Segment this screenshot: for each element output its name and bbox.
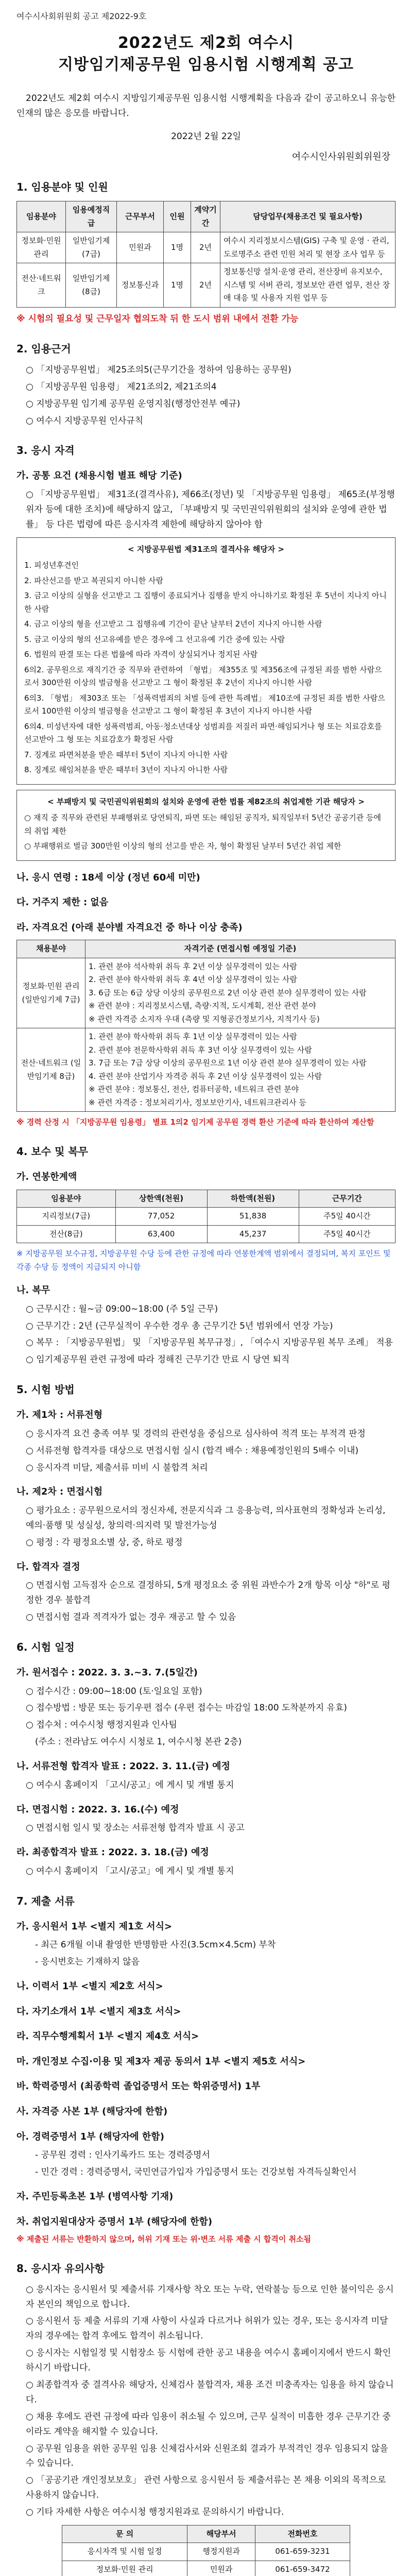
caution-item: ○ 최종합격자 중 결격사유 해당자, 신체검사 불합격자, 채용 조건 미충족자는 임용을 하지 않습니다.	[26, 2379, 394, 2405]
disqualification-box-title: < 지방공무원법 제31조의 결격사유 해당자 >	[128, 544, 284, 554]
salary-table	[16, 1190, 396, 1244]
cell-dept: 정보통신과	[117, 263, 164, 308]
col-field: 임용분야	[17, 201, 66, 232]
pass-decision-item: ○ 면접시험 고득점자 순으로 결정하되, 5개 평정요소 중 위원 과반수가 2개 항목 이상 "하"로 평정한 경우 불합격	[26, 1580, 390, 1606]
doc-item-title: 다. 자기소개서 1부 <별지 제3호 서식>	[16, 2006, 181, 2017]
section-1-note: ※ 시험의 필요성 및 근무일자 협의도착 뒤 한 도시 범위 내에서 전환 가능	[16, 313, 299, 324]
caution-item: ○ 기타 자세한 사항은 여수시청 행정지원과로 문의하시기 바랍니다.	[26, 2507, 284, 2518]
cell-contact-dept: 민원과	[187, 2561, 255, 2576]
stage-1-item: ○ 응시자격 미달, 제출서류 미비 시 불합격 처리	[26, 1462, 208, 1473]
criteria-line: 2. 관련 분야 전문학사학위 취득 후 3년 이상 실무경력이 있는 사람	[89, 1045, 312, 1055]
cell-contact-phone: 061-659-3472	[255, 2561, 350, 2576]
col-contact-phone: 전화번호	[255, 2525, 350, 2543]
disqualification-item: 8. 징계로 해임처분을 받은 때부터 3년이 지나지 아니한 사람	[24, 765, 228, 775]
intro-paragraph: 2022년도 제2회 여수시 지방임기제공무원 임용시험 시행계획을 다음과 같이 공고하오니 유능한 인재의 많은 응모를 바랍니다.	[16, 93, 396, 119]
document-result-date: 나. 서류전형 합격자 발표 : 2022. 3. 11.(금) 예정	[16, 1761, 230, 1772]
application-item: ○ 접수방법 : 방문 또는 등기우편 접수 (우편 접수는 마감일 18:00 도착분까지 유효)	[26, 1703, 347, 1714]
disqualification-item: 3. 금고 이상의 실형을 선고받고 그 집행이 종료되거나 집행을 받지 아니하기로 확정된 후 5년이 지나지 아니한 사람	[24, 591, 387, 614]
documents-note: ※ 제출된 서류는 반환하지 않으며, 허위 기재 또는 위·변조 서류 제출 시 합격이 취소됨	[16, 2234, 312, 2244]
stage-1-title: 가. 제1차 : 서류전형	[16, 1410, 103, 1421]
table-row	[62, 2561, 350, 2576]
cell-req-criteria	[85, 958, 396, 1028]
caution-item: ○ 응시자는 응시원서 및 제출서류 기재사항 착오 또는 누락, 연락불능 등으로 인한 불이익은 응시자 본인의 책임으로 합니다.	[26, 2284, 394, 2310]
section-4-title: 4. 보수 및 복무	[16, 1145, 89, 1158]
disqualification-item: 4. 금고 이상의 형을 선고받고 그 집행유예 기간이 끝난 날부터 2년이 지나지 아니한 사람	[24, 619, 322, 629]
service-title: 나. 복무	[16, 1285, 50, 1296]
cell-req-field: 정보화·민원 관리 (일반임기제 7급)	[17, 958, 85, 1028]
cell-term: 2년	[191, 232, 220, 263]
criteria-line: 1. 관련 분야 석사학위 취득 후 2년 이상 실무경력이 있는 사람	[89, 961, 297, 971]
doc-item-title: 바. 학력증명서 (최종학력 졸업증명서 또는 학위증명서) 1부	[16, 2081, 261, 2092]
criteria-line: ※ 관련 자격증 소지자 우대 (측량 및 지형공간정보기사, 지적기사 등)	[89, 1014, 320, 1024]
col-req-field: 채용분야	[17, 940, 85, 958]
col-contact-dept: 해당부서	[187, 2525, 255, 2543]
doc-item-title: 자. 주민등록초본 1부 (병역사항 기재)	[16, 2191, 174, 2202]
criteria-line: 1. 관련 분야 학사학위 취득 후 1년 이상 실무경력이 있는 사람	[89, 1032, 297, 1042]
criteria-line: ※ 관련 분야 : 정보통신, 전산, 컴퓨터공학, 네트워크 관련 분야	[89, 1084, 299, 1094]
announcement-date: 2022년 2월 22일	[171, 131, 241, 142]
service-item: ○ 임기제공무원 관련 규정에 따라 정해진 근무기간 만료 시 당연 퇴직	[26, 1354, 290, 1365]
salary-title: 가. 연봉한계액	[16, 1171, 77, 1182]
application-item: ○ 접수처 : 여수시청 행정지원과 인사팀	[26, 1720, 177, 1731]
application-item: (주소 : 전라남도 여수시 시청로 1, 여수시청 본관 2층)	[35, 1737, 242, 1748]
criteria-line: 2. 관련 분야 학사학위 취득 후 4년 이상 실무경력이 있는 사람	[89, 975, 297, 985]
salary-note: ※ 지방공무원 보수규정, 지방공무원 수당 등에 관한 규정에 따라 연봉한계액 범위에서 결정되며, 복지 포인트 및 각종 수당 등 정액이 지급되지 아니함	[16, 1249, 391, 1272]
table-row	[17, 1208, 396, 1226]
qualification-table	[16, 940, 396, 1112]
doc-item-detail: - 민간 경력 : 경력증명서, 국민연금가입자 가입증명서 또는 건강보험 자격득실확인서	[35, 2167, 357, 2178]
table-row	[62, 2543, 350, 2561]
employment-restriction-box	[16, 790, 396, 861]
restriction-item: ○ 부패행위로 벌금 300만원 이상의 형의 선고를 받은 자, 형이 확정된 날부터 5년간 취업 제한	[24, 841, 341, 851]
title-line-2: 지방임기제공무원 임용시험 시행계획 공고	[58, 56, 354, 74]
cell-contact-phone: 061-659-3231	[255, 2543, 350, 2561]
cell-pay-max: 77,052	[115, 1208, 207, 1226]
section-1-title: 1. 임용분야 및 인원	[16, 181, 108, 194]
col-count: 인원	[164, 201, 191, 232]
service-item: ○ 근무기간 : 2년 (근무실적이 우수한 경우 총 근무기간 5년 범위에서 연장 가능)	[26, 1320, 333, 1331]
criteria-line: 4. 관련 분야 산업기사 자격증 취득 후 2년 이상 실무경력이 있는 사람	[89, 1071, 322, 1081]
section-5-title: 5. 시험 방법	[16, 1383, 75, 1396]
caution-item: ○ 「공공기관 개인정보보호」 관련 사항으로 응시원서 등 제출서류는 본 채용 이외의 목적으로 사용하지 않습니다.	[26, 2475, 386, 2501]
final-result-date: 라. 최종합격자 발표 : 2022. 3. 18.(금) 예정	[16, 1847, 209, 1858]
stage-2-item: ○ 평가요소 : 공무원으로서의 정신자세, 전문지식과 그 응용능력, 의사표현의 정확성과 논리성, 예의·품행 및 성실성, 창의력·의지력 및 발전가능성	[26, 1505, 386, 1531]
caution-item: ○ 채용 후에도 관련 규정에 따라 임용이 취소될 수 있으며, 근무 실적이 미흡한 경우 근무기간 중이라도 계약을 해지할 수 있습니다.	[26, 2411, 391, 2437]
qualification-common-title: 가. 공통 요건 (채용시험 별표 해당 기준)	[16, 470, 182, 482]
cell-duty: 여수시 지리정보시스템(GIS) 구축 및 운영 · 관리, 도로명주소 관련 민원 처리 및 현장 조사 업무 등	[220, 232, 396, 263]
cell-grade: 일반임기제(7급)	[66, 232, 117, 263]
cell-pay-hours: 주5일 40시간	[299, 1225, 395, 1243]
cell-pay-max: 63,400	[115, 1225, 207, 1243]
stage-2-item: ○ 평정 : 각 평정요소별 상, 중, 하로 평정	[26, 1537, 183, 1548]
cell-pay-hours: 주5일 40시간	[299, 1208, 395, 1226]
service-item: ○ 복무 : 「지방공무원법」 및 「지방공무원 복무규정」, 「여수시 지방공무원 복무 조례」 적용	[26, 1337, 393, 1348]
cell-req-criteria	[85, 1028, 396, 1112]
doc-item-title: 아. 경력증명서 1부 (해당자에 한함)	[16, 2131, 164, 2142]
doc-item-detail: - 응시번호는 기재하지 않음	[35, 1957, 140, 1968]
basis-item: ○ 여수시 지방공무원 인사규칙	[26, 415, 144, 426]
qualification-note: ※ 경력 산정 시 「지방공무원 임용령」 별표 1의2 임기제 공무원 경력 환산 기준에 따라 환산하여 계산함	[16, 1117, 374, 1127]
restriction-item: ○ 재직 중 직무와 관련된 부패행위로 당연퇴직, 파면 또는 해임된 공직자, 퇴직일부터 5년간 공공기관 등에의 취업 제한	[24, 813, 382, 836]
col-term: 계약기간	[191, 201, 220, 232]
document-number: 여수시사회위원회 공고 제2022-9호	[16, 11, 147, 21]
stage-2-title: 나. 제2차 : 면접시험	[16, 1486, 103, 1498]
col-pay-field: 임용분야	[17, 1190, 116, 1208]
pass-decision-item: ○ 면접시험 결과 적격자가 없는 경우 재공고 할 수 있음	[26, 1612, 236, 1623]
stage-1-item: ○ 응시자격 요건 충족 여부 및 경력의 관련성을 중심으로 심사하여 적격 또는 부적격 판정	[26, 1428, 366, 1439]
table-row	[17, 1028, 396, 1112]
cell-pay-field: 전산(8급)	[17, 1225, 116, 1243]
issuer: 여수시인사위원회위원장	[291, 151, 390, 162]
qualification-detail-title: 라. 자격요건 (아래 분야별 자격요건 중 하나 이상 충족)	[16, 922, 243, 933]
age-requirement: 나. 응시 연령 : 18세 이상 (정년 60세 미만)	[16, 872, 200, 883]
disqualification-item: 6의2. 공무원으로 재직기간 중 직무와 관련하여 「형법」 제355조 및 제356조에 규정된 죄를 범한 사람으로서 300만원 이상의 벌금형을 선고받고 그 형이 확정된 후 2년이 지나지 아니한 사람	[24, 665, 382, 688]
criteria-line: 3. 6급 또는 6급 상당 이상의 공무원으로 2년 이상 관련 분야 실무경력이 있는 사람	[89, 988, 367, 997]
final-result-item: ○ 여수시 홈페이지 「고시/공고」에 게시 및 개별 통지	[26, 1866, 234, 1876]
application-item: ○ 접수시간 : 09:00~18:00 (토·일요일 포함)	[26, 1686, 202, 1697]
table-row	[17, 1225, 396, 1243]
disqualification-item: 1. 피성년후견인	[24, 561, 79, 570]
contact-table	[62, 2525, 350, 2576]
cell-dept: 민원과	[117, 232, 164, 263]
recruitment-table	[16, 201, 396, 308]
col-req-criteria: 자격기준 (면접시험 예정일 기준)	[85, 940, 396, 958]
cell-field: 전산·네트워크	[17, 263, 66, 308]
cell-contact-topic: 정보화·민원 관리	[62, 2561, 187, 2576]
doc-item-title: 가. 응시원서 1부 <별지 제1호 서식>	[16, 1921, 173, 1932]
col-pay-min: 하한액(천원)	[207, 1190, 299, 1208]
residence-requirement: 다. 거주지 제한 : 없음	[16, 897, 109, 908]
cell-contact-topic: 응시자격 및 시험 일정	[62, 2543, 187, 2561]
document-result-item: ○ 여수시 홈페이지 「고시/공고」에 게시 및 개별 통지	[26, 1780, 234, 1790]
section-2-title: 2. 임용근거	[16, 342, 71, 355]
criteria-line: ※ 관련 분야 : 지리정보시스템, 측량·지적, 도시계획, 전산 관련 분야	[89, 1001, 316, 1011]
doc-item-title: 나. 이력서 1부 <별지 제2호 서식>	[16, 1980, 163, 1992]
cell-field: 정보화·민원 관리	[17, 232, 66, 263]
disqualification-item: 5. 금고 이상의 형의 선고유예를 받은 경우에 그 선고유예 기간 중에 있는 사람	[24, 634, 285, 644]
table-row	[17, 958, 396, 1028]
cell-count: 1명	[164, 232, 191, 263]
col-pay-hours: 근무기간	[299, 1190, 395, 1208]
title-block	[16, 32, 396, 76]
cell-req-field: 전산·네트워크 (일반임기제 8급)	[17, 1028, 85, 1112]
interview-item: ○ 면접시험 일시 및 장소는 서류전형 합격자 발표 시 공고	[26, 1823, 245, 1834]
col-contact-topic: 문 의	[62, 2525, 187, 2543]
basis-item: ○ 「지방공무원법」 제25조의5(근무기간을 정하여 임용하는 공무원)	[26, 364, 291, 375]
interview-date: 다. 면접시험 : 2022. 3. 16.(수) 예정	[16, 1804, 179, 1815]
disqualification-box	[16, 537, 396, 785]
caution-item: ○ 공무원 임용을 위한 공무원 임용 신체검사서와 신원조회 결과가 부적격인 경우 임용되지 않을 수 있습니다.	[26, 2443, 388, 2469]
pass-decision-title: 다. 합격자 결정	[16, 1561, 80, 1572]
cell-pay-min: 51,838	[207, 1208, 299, 1226]
criteria-line: ※ 관련 자격증 : 정보처리기사, 정보보안기사, 네트워크관리사 등	[89, 1097, 306, 1107]
disqualification-item: 6의3. 「형법」 제303조 또는 「성폭력범죄의 처벌 등에 관한 특례법」 제10조에 규정된 죄를 범한 사람으로서 100만원 이상의 벌금형을 선고받고 그 형이 확정된 후 3년이 지나지 아니한 사람	[24, 693, 385, 716]
cell-pay-min: 45,237	[207, 1225, 299, 1243]
qualification-common-text: ○ 「지방공무원법」 제31조(결격사유), 제66조(정년) 및 「지방공무원 임용령」 제65조(부정행위자 등에 대한 조치)에 해당하지 않고, 「부패방지 및 국민권익위원회의 설치와 운영에 관한 법률」 등 다른 법령에 따른 응시자격 제한에 해당하지 않아야 함	[26, 489, 395, 530]
disqualification-item: 2. 파산선고를 받고 복권되지 아니한 사람	[24, 575, 163, 585]
section-7-title: 7. 제출 서류	[16, 1894, 75, 1907]
employment-restriction-title: < 부패방지 및 국민권익위원회의 설치와 운영에 관한 법률 제82조의 취업제한 기관 해당자 >	[47, 796, 365, 806]
caution-item: ○ 응시자는 시험일정 및 시험장소 등 시험에 관한 공고 내용을 여수시 홈페이지에서 반드시 확인하시기 바랍니다.	[26, 2348, 391, 2374]
section-8-title: 8. 응시자 유의사항	[16, 2262, 105, 2275]
table-row	[17, 232, 396, 263]
title-line-1: 2022년도 제2회 여수시	[117, 34, 295, 53]
disqualification-item: 7. 징계로 파면처분을 받은 때부터 5년이 지나지 아니한 사람	[24, 750, 228, 759]
section-3-title: 3. 응시 자격	[16, 444, 75, 457]
service-item: ○ 근무시간 : 월~금 09:00~18:00 (주 5일 근무)	[26, 1303, 218, 1314]
cell-term: 2년	[191, 263, 220, 308]
section-6-title: 6. 시험 일정	[16, 1641, 75, 1653]
col-pay-max: 상한액(천원)	[115, 1190, 207, 1208]
doc-item-detail: - 공무원 경력 : 인사기록카드 또는 경력증명서	[35, 2150, 210, 2161]
cell-contact-dept: 행정지원과	[187, 2543, 255, 2561]
doc-item-title: 사. 자격증 사본 1부 (해당자에 한함)	[16, 2106, 168, 2117]
criteria-line: 3. 7급 또는 7급 상당 이상의 공무원으로 1년 이상 관련 분야 실무경력이 있는 사람	[89, 1058, 367, 1068]
doc-item-title: 마. 개인정보 수집·이용 및 제3자 제공 동의서 1부 <별지 제5호 서식>	[16, 2056, 306, 2067]
caution-item: ○ 응시원서 등 제출 서류의 기재 사항이 사실과 다르거나 허위가 있는 경우, 또는 응시자격 미달자의 경우에는 합격 후에도 합격이 취소됩니다.	[26, 2316, 388, 2342]
doc-item-detail: - 최근 6개월 이내 촬영한 반명함판 사진(3.5cm×4.5cm) 부착	[35, 1940, 276, 1951]
application-period: 가. 원서접수 : 2022. 3. 3.~3. 7.(5일간)	[16, 1667, 198, 1678]
col-dept: 근무부서	[117, 201, 164, 232]
col-duty: 담당업무(채용조건 및 필요사항)	[220, 201, 396, 232]
cell-count: 1명	[164, 263, 191, 308]
doc-item-title: 차. 취업지원대상자 증명서 1부 (해당자에 한함)	[16, 2216, 213, 2227]
basis-item: ○ 지방공무원 임기제 공무원 운영지침(행정안전부 예규)	[26, 398, 241, 409]
disqualification-item: 6의4. 미성년자에 대한 성폭력범죄, 아동·청소년대상 성범죄를 저질러 파면·해임되거나 형 또는 치료감호를 선고받아 그 형 또는 치료감호가 확정된 사람	[24, 721, 382, 744]
basis-item: ○ 「지방공무원 임용령」 제21조의2, 제21조의4	[26, 381, 217, 392]
cell-pay-field: 지리정보(7급)	[17, 1208, 116, 1226]
disqualification-item: 6. 법원의 판결 또는 다른 법률에 따라 자격이 상실되거나 정지된 사람	[24, 650, 258, 659]
table-row	[17, 263, 396, 308]
col-grade: 임용예정직급	[66, 201, 117, 232]
doc-item-title: 라. 직무수행계획서 1부 <별지 제4호 서식>	[16, 2031, 199, 2042]
cell-grade: 일반임기제(8급)	[66, 263, 117, 308]
stage-1-item: ○ 서류전형 합격자를 대상으로 면접시험 실시 (합격 배수 : 채용예정인원의 5배수 이내)	[26, 1445, 359, 1456]
cell-duty: 정보통신망 설치·운영 관리, 전산장비 유지보수, 시스템 및 서버 관리, 정보보안 관련 업무, 전산 장애 대응 및 사용자 지원 업무 등	[220, 263, 396, 308]
